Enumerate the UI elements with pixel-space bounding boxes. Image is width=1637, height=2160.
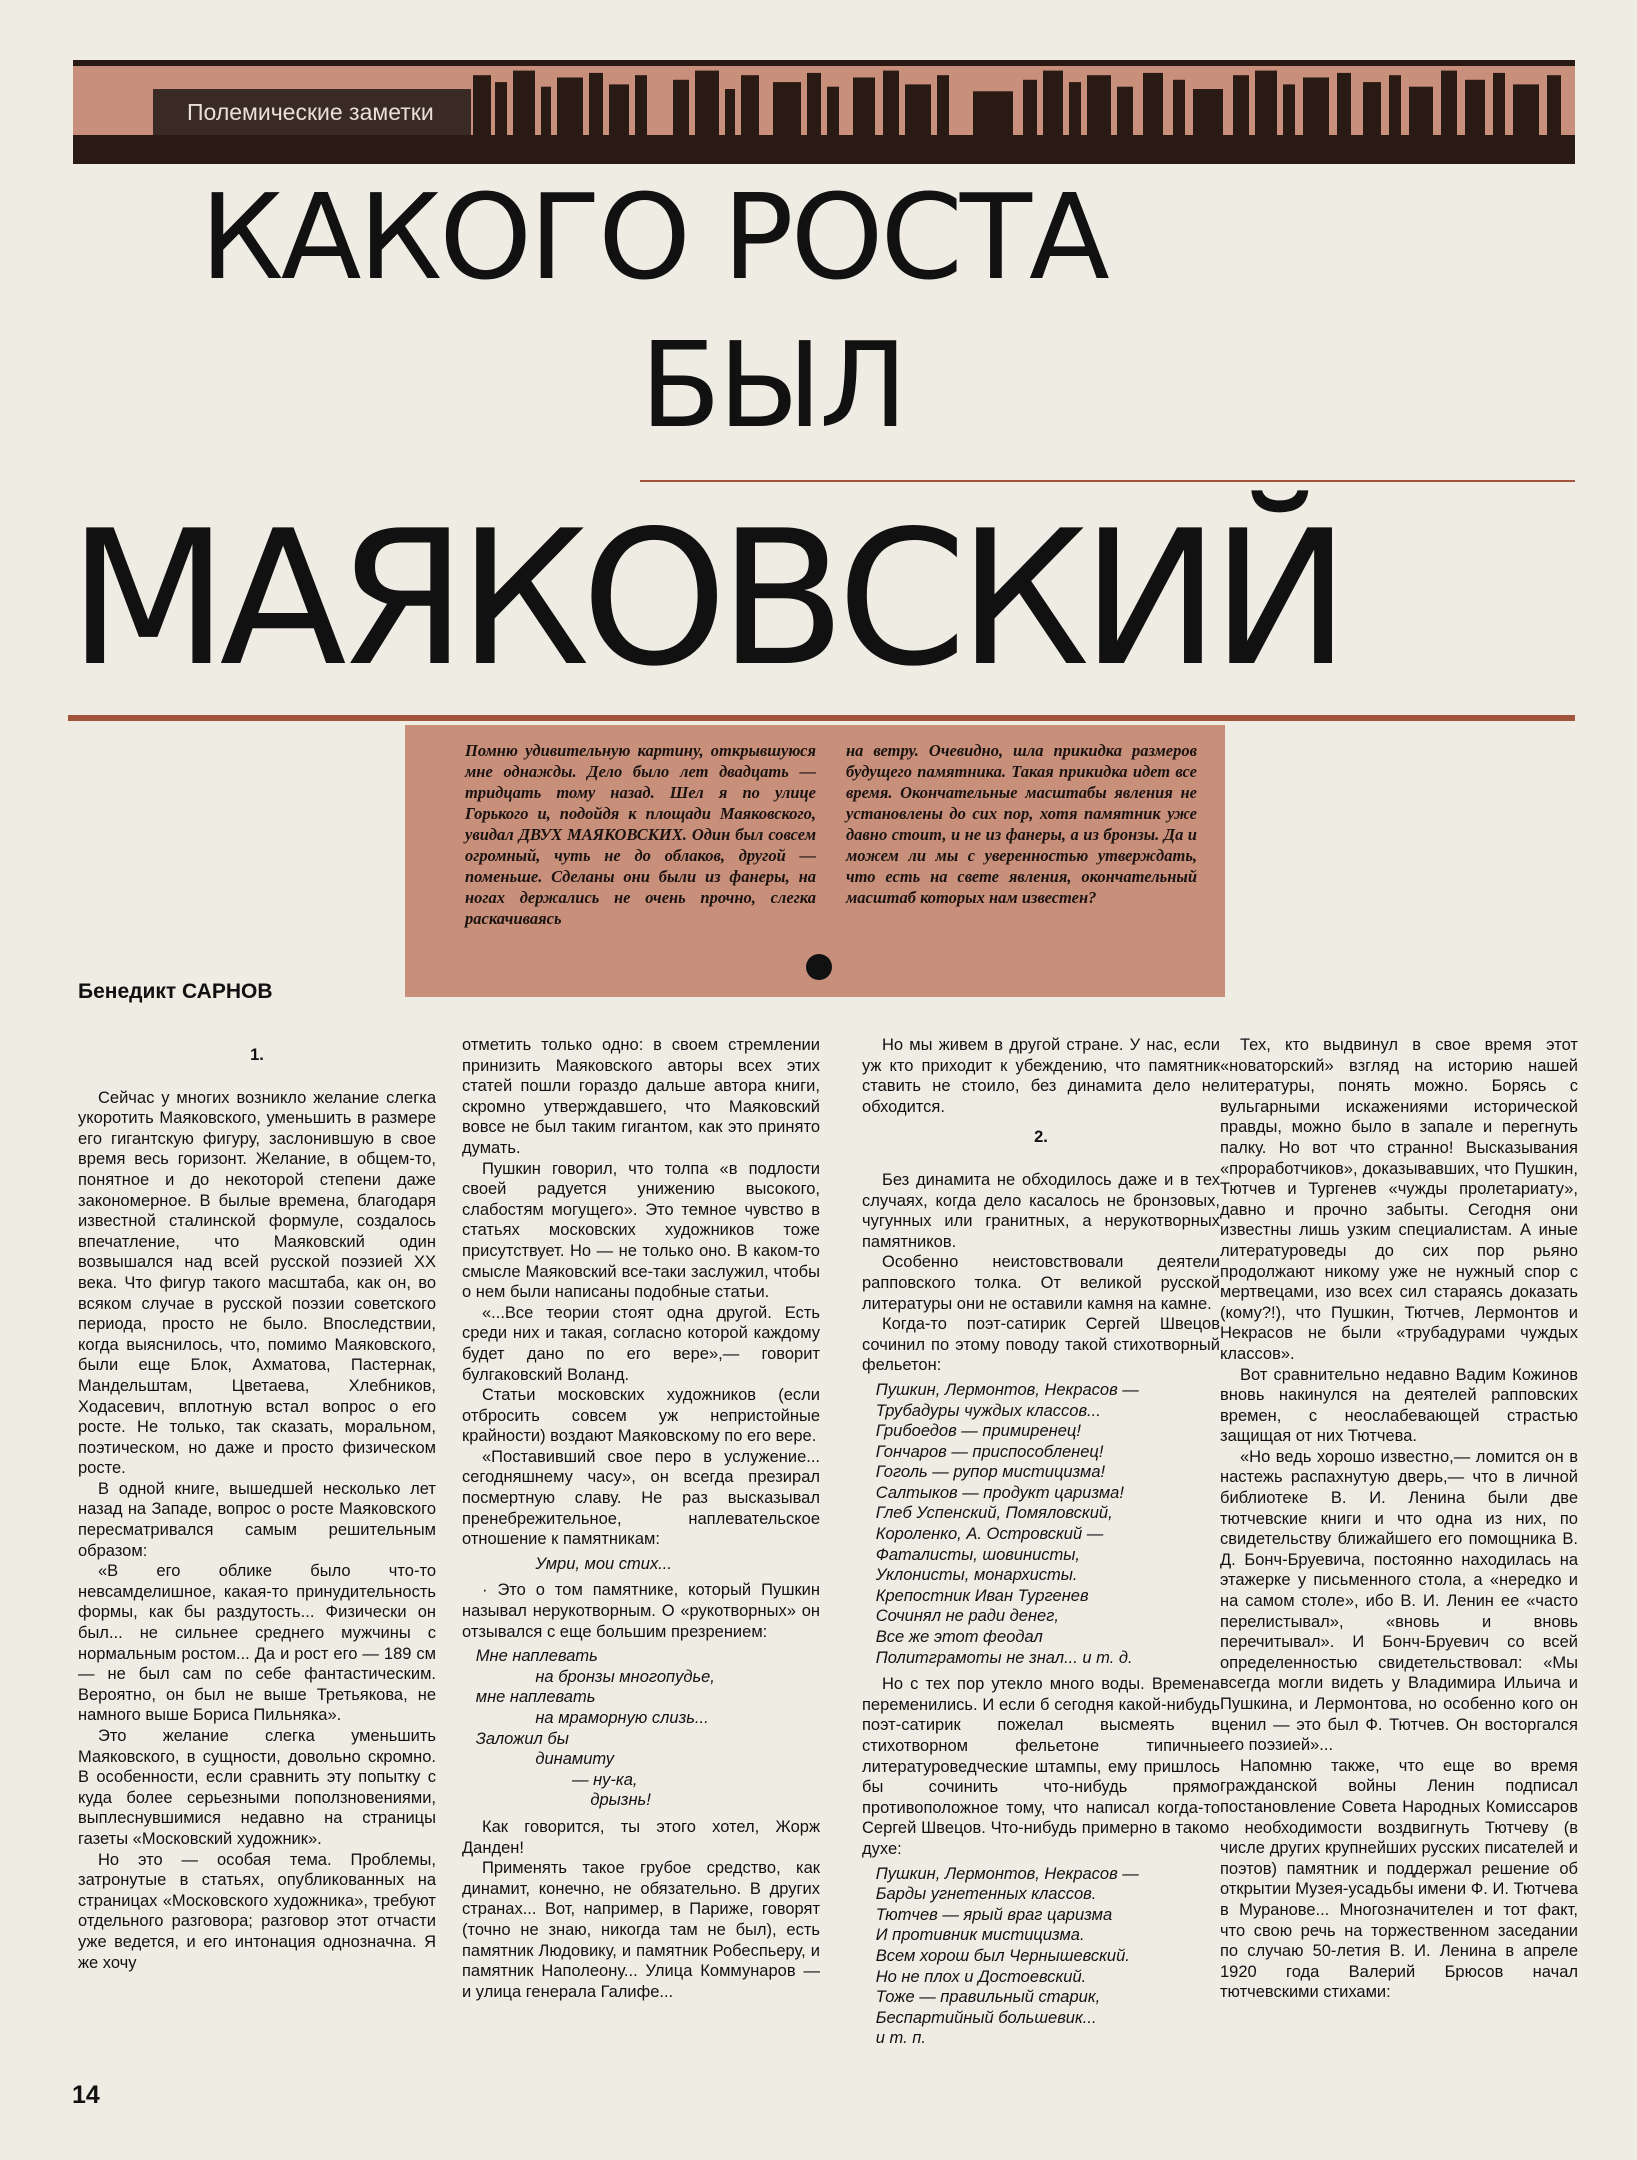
column-1 — [78, 1035, 436, 1973]
author-byline: Бенедикт САРНОВ — [78, 980, 273, 1003]
paragraph: Это желание слегка уменьшить Маяковского, в сущности, довольно скромно. В особенности, если сравнить эту попытку с куда более серьезными поползновениями, выплеснувшимися недавно на страницы газеты «Московский художник». — [78, 1727, 436, 1848]
paragraph: Статьи московских художников (если отбросить совсем уж непристойные крайности) воздают Маяковскому по его вере. — [462, 1386, 820, 1446]
poem-quote: Пушкин, Лермонтов, Некрасов — Трубадуры чуждых классов... Грибоедов — примиренец! Гончаров — приспособленец! Гоголь — рупор мистицизма! Салтыков — продукт царизма! Глеб Успенский, Помяловский, Короленко, А. Островский — Фаталисты, шовинисты, Уклонисты, монархисты. Крепостник Иван Тургенев Сочинял не ради денег, Все же этот феодал Политграмоты не знал... и т. д. — [875, 1380, 1139, 1667]
poem-quote: Пушкин, Лермонтов, Некрасов — Барды угнетенных классов. Тютчев — ярый враг царизма И противник мистицизма. Всем хорош был Чернышевский. Но не плох и Достоевский. Тоже — правильный старик, Беспартийный большевик... и т. п. — [875, 1864, 1139, 2048]
paragraph: Пушкин говорил, что толпа «в подлости своей радуется унижению высокого, слабостям могущего». Это темное чувство в статьях московских художников тоже присутствует. Но — не только оно. В каком-то смысле Маяковский все-таки заслужил, чтобы о нем были написаны подобные статьи. — [462, 1159, 820, 1302]
paragraph: Но мы живем в другой стране. У нас, если уж кто приходит к убеждению, что памятник ставить не стоило, без динамита дело не обходится. — [862, 1036, 1220, 1116]
paragraph: Но с тех пор утекло много воды. Времена переменились. И если б сегодня какой-нибудь поэт-сатирик пожелал высмеять в стихотворном фельетоне типичные литературоведческие штампы, ему пришлось бы сочинить что-нибудь прямо противоположное тому, что написал когда-то Сергей Швецов. Что-нибудь примерно в таком духе: — [862, 1675, 1220, 1858]
paragraph: отметить только одно: в своем стремлении принизить Маяковского авторы всех этих статей пошли гораздо дальше автора книги, скромно утверждавшего, что Маяковский вовсе не был таким гигантом, как это принято думать. — [462, 1036, 820, 1157]
lead-text-left: Помню удивительную картину, открывшуюся мне однажды. Дело было лет двадцать — тридцать тому назад. Шел я по улице Горького и, подойдя к площади Маяковского, увидал ДВУХ МАЯКОВСКИХ. Один был совсем огромный, чуть не до облаков, другой — поменьше. Сделаны они были из фанеры, на ногах держались не очень прочно, слегка раскачиваясь — [465, 741, 816, 928]
title-line-1: КАКОГО РОСТА — [200, 168, 1107, 306]
paragraph: В одной книге, вышедшей несколько лет назад на Западе, вопрос о росте Маяковского пересматривался самым решительным образом: — [78, 1479, 436, 1560]
paragraph: Применять такое грубое средство, как динамит, конечно, не обязательно. В других странах... Вот, например, в Париже, говорят (точно не знаю, никогда там не был), есть памятник Людовику, и памятник Робеспьеру, и памятник Наполеону... Улица Коммунаров — и улица генерала Галифе... — [462, 1859, 820, 2001]
paragraph: · Это о том памятнике, который Пушкин называл нерукотворным. О «рукотворных» он отзывался с еще большим презрением: — [462, 1581, 820, 1641]
section-number: 2. — [1034, 1128, 1048, 1147]
paragraph: Без динамита не обходилось даже и в тех случаях, когда дело касалось не бронзовых, чугунных или гранитных, а нерукотворных памятников. — [862, 1170, 1220, 1251]
lead-text-right: на ветру. Очевидно, шла прикидка размеров будущего памятника. Такая прикидка идет все время. Окончательные масштабы явления не установлены до сих пор, хотя памятник уже давно стоит, и не из фанеры, а из бронзы. Да и можем ли мы с уверенностью утверждать, что есть на свете явления, окончательный масштаб которых нам известен? — [846, 741, 1197, 907]
end-bullet-icon — [806, 954, 832, 980]
rubric-label: Полемические заметки — [153, 89, 471, 135]
paragraph: «Поставивший свое перо в услужение... сегодняшнему часу», он всегда презирал посмертную славу. Не раз высказывал пренебрежительное, наплевательское отношение к памятникам: — [462, 1447, 820, 1549]
paragraph: Когда-то поэт-сатирик Сергей Швецов сочинил по этому поводу такой стихотворный фельетон: — [862, 1315, 1220, 1375]
header-banner — [73, 60, 1575, 164]
column-3 — [862, 1035, 1220, 2055]
paragraph: Особенно неистовствовали деятели рапповского толка. От великой русской литературы они не оставили камня на камне. — [862, 1253, 1220, 1313]
paragraph: Напомню также, что еще во время гражданской войны Ленин подписал постановление Совета Народных Комиссаров о необходимости воздвигнуть Тютчеву (в числе других крупнейших русских писателей и поэтов) памятник и поддержал решение об открытии Музея-усадьбы имени Ф. И. Тютчева в Муранове... Многозначителен и тот факт, что свою речь на торжественном заседании по случаю 50-летия В. И. Ленина в апреле 1920 года Валерий Брюсов начал тютчевскими стихами: — [1220, 1756, 1578, 2002]
paragraph: «Но ведь хорошо известно,— ломится он в настежь распахнутую дверь,— что в личной библиотеке В. И. Ленина были две тютчевские книги и что одна из них, по свидетельству ближайшего его помощника В. Д. Бонч-Бруевича, постоянно находилась на этажерке у письменного стола, а «нередко и на самом столе», ибо В. И. Ленин ее «часто перелистывал», «вновь и вновь перечитывал». И Бонч-Бруевич со всей определенностью свидетельствовал: «Мы всегда могли видеть у Владимира Ильича и Пушкина, и Лермонтова, но особенно кого он ценил — это был Ф. Тютчев. Он восторгался его поэзией»... — [1220, 1447, 1578, 1755]
page-number: 14 — [72, 2081, 100, 2109]
column-4 — [1220, 1035, 1578, 2003]
paragraph: Как говорится, ты этого хотел, Жорж Данден! — [462, 1817, 820, 1857]
paragraph: Тех, кто выдвинул в свое время этот «новаторский» взгляд на историю нашей литературы, понять можно. Борясь с вульгарными искажениями исторической правды, можно было в запале и перегнуть палку. Но вот что странно! Высказывания «проработчиков», доказывавших, что Пушкин, Тютчев и Тургенев «чужды пролетариату», давно и прочно забыты. Сегодня они известны лишь узким специалистам. А иные литературоведы до сих пор рьяно продолжают никому уже не нужный спор с мертвецами, изо всех сил стараясь доказать (кому?!), что Пушкин, Тютчев, Лермонтов и Некрасов не были «трубадурами чуждых классов». — [1220, 1036, 1578, 1363]
column-2 — [462, 1035, 820, 2002]
title-underline — [68, 715, 1575, 721]
paragraph: Вот сравнительно недавно Вадим Кожинов вновь накинулся на деятелей рапповских времен, с неослабевающей страстью защищая от них Тютчева. — [1220, 1365, 1578, 1446]
paragraph: Но это — особая тема. Проблемы, затронутые в статьях, опубликованных на страницах «Московского художника», требуют отдельного разговора; разговор этот отчасти уже ведется, и его интонация однозначна. Я же хочу — [78, 1850, 436, 1972]
title-line-3: МАЯКОВСКИЙ — [68, 490, 1342, 707]
poem-quote: Мне наплевать на бронзы многопудье, мне наплевать на мраморную слизь... Заложил бы динамиту — ну-ка, дрызнь! — [475, 1647, 715, 1810]
section-number: 1. — [250, 1046, 264, 1064]
paragraph: Сейчас у многих возникло желание слегка укоротить Маяковского, уменьшить в размере его гигантскую фигуру, заслонившую в свое время весь горизонт. Желание, в общем-то, понятное и до некоторой степени даже закономерное. В былые времена, благодаря известной сталинской формуле, создалось впечатление, что Маяковский один возвышался над всей русской поэзией XX века. Что фигур такого масштаба, как он, во всяком случае в русской поэзии советского периода, просто не было. Впоследствии, когда выяснилось, что, помимо Маяковского, были еще Блок, Ахматова, Пастернак, Мандельштам, Цветаева, Хлебников, Ходасевич, вплотную встал вопрос о его росте. Не только, так сказать, моральном, поэтическом, но даже и просто физическом росте. — [78, 1088, 436, 1478]
title-divider — [640, 480, 1575, 482]
paragraph: «...Все теории стоят одна другой. Есть среди них и такая, согласно которой каждому будет дано по его вере»,— говорит булгаковский Воланд. — [462, 1303, 820, 1384]
quote-paragraph: «В его облике было что-то невсамделишное, какая-то принудительность формы, как бы раздутость... Физически он был... не сильнее среднего мужчины с нормальным ростом... Да и рост его — 189 см — не был сам по себе фантастическим. Вероятно, он был не выше Третьякова, не намного выше Бориса Пильняка». — [78, 1562, 436, 1725]
poem-quote: Умри, мои стих... — [462, 1554, 672, 1573]
title-line-2: БЫЛ — [640, 316, 905, 454]
